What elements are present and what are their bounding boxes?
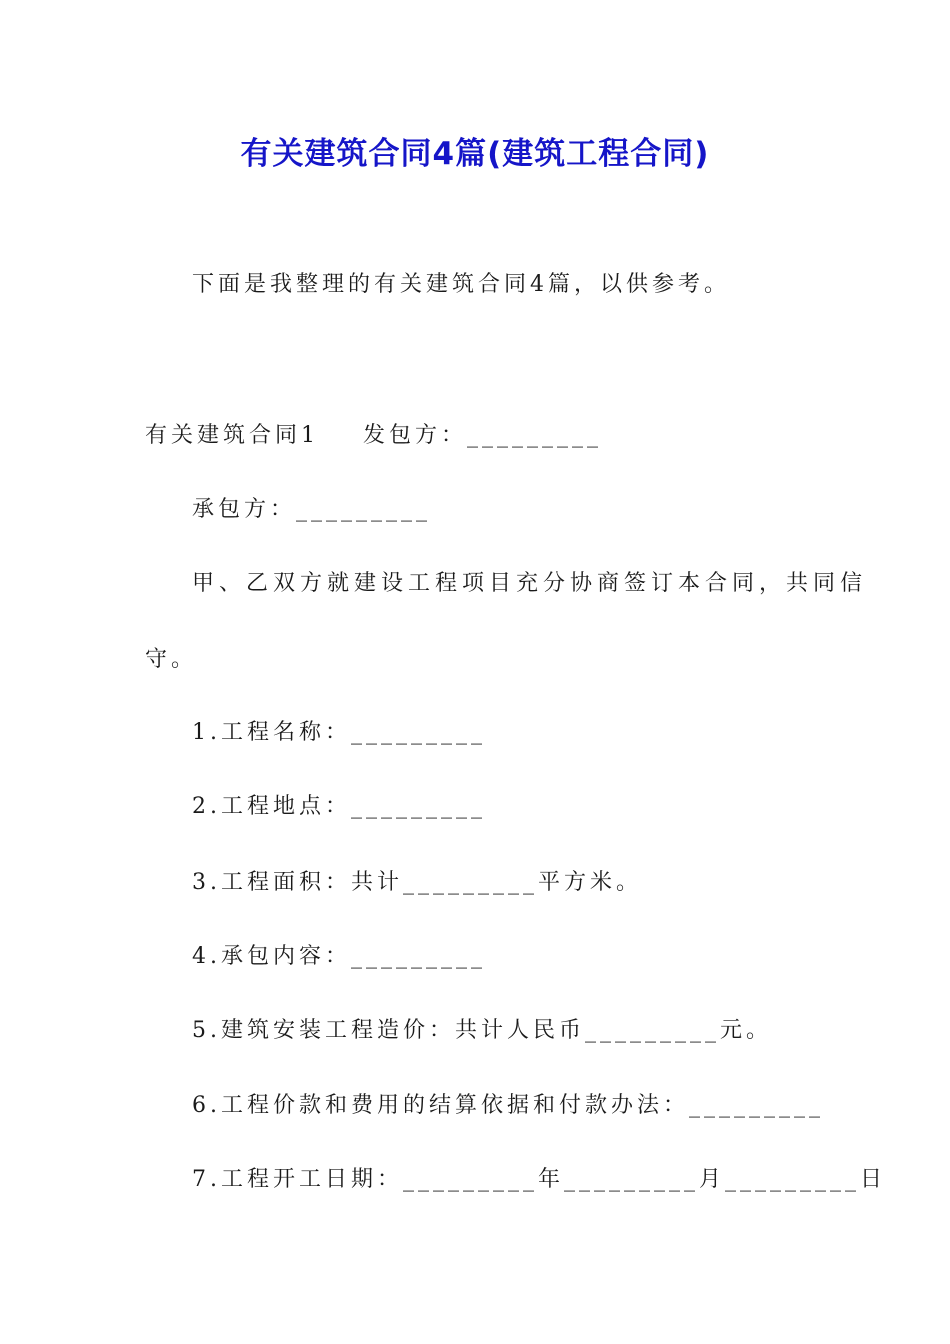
preamble-line-1: 甲、乙双方就建设工程项目充分协商签订本合同，共同信 bbox=[192, 571, 868, 596]
party-b-field: 承包方：_________ bbox=[192, 497, 432, 522]
clause-project-name: 1.工程名称：_________ bbox=[192, 720, 486, 745]
contract-1-heading: 有关建筑合同1 bbox=[145, 423, 319, 448]
contract-1-header-line bbox=[145, 421, 602, 451]
clause-payment-method: 6.工程价款和费用的结算依据和付款办法：_________ bbox=[192, 1093, 824, 1118]
clause-project-area: 3.工程面积：共计_________平方米。 bbox=[192, 870, 642, 895]
clause-contract-scope: 4.承包内容：_________ bbox=[192, 944, 486, 969]
clause-project-location: 2.工程地点：_________ bbox=[192, 794, 486, 819]
clause-project-cost: 5.建筑安装工程造价：共计人民币_________元。 bbox=[192, 1018, 772, 1043]
party-a-field: 发包方：_________ bbox=[363, 423, 603, 448]
preamble-line-2: 守。 bbox=[145, 647, 198, 672]
intro-paragraph: 下面是我整理的有关建筑合同4篇，以供参考。 bbox=[192, 272, 730, 297]
document-title: 有关建筑合同4篇(建筑工程合同) bbox=[240, 136, 710, 172]
clause-start-date: 7.工程开工日期：_________年_________月_________日 bbox=[192, 1167, 886, 1192]
